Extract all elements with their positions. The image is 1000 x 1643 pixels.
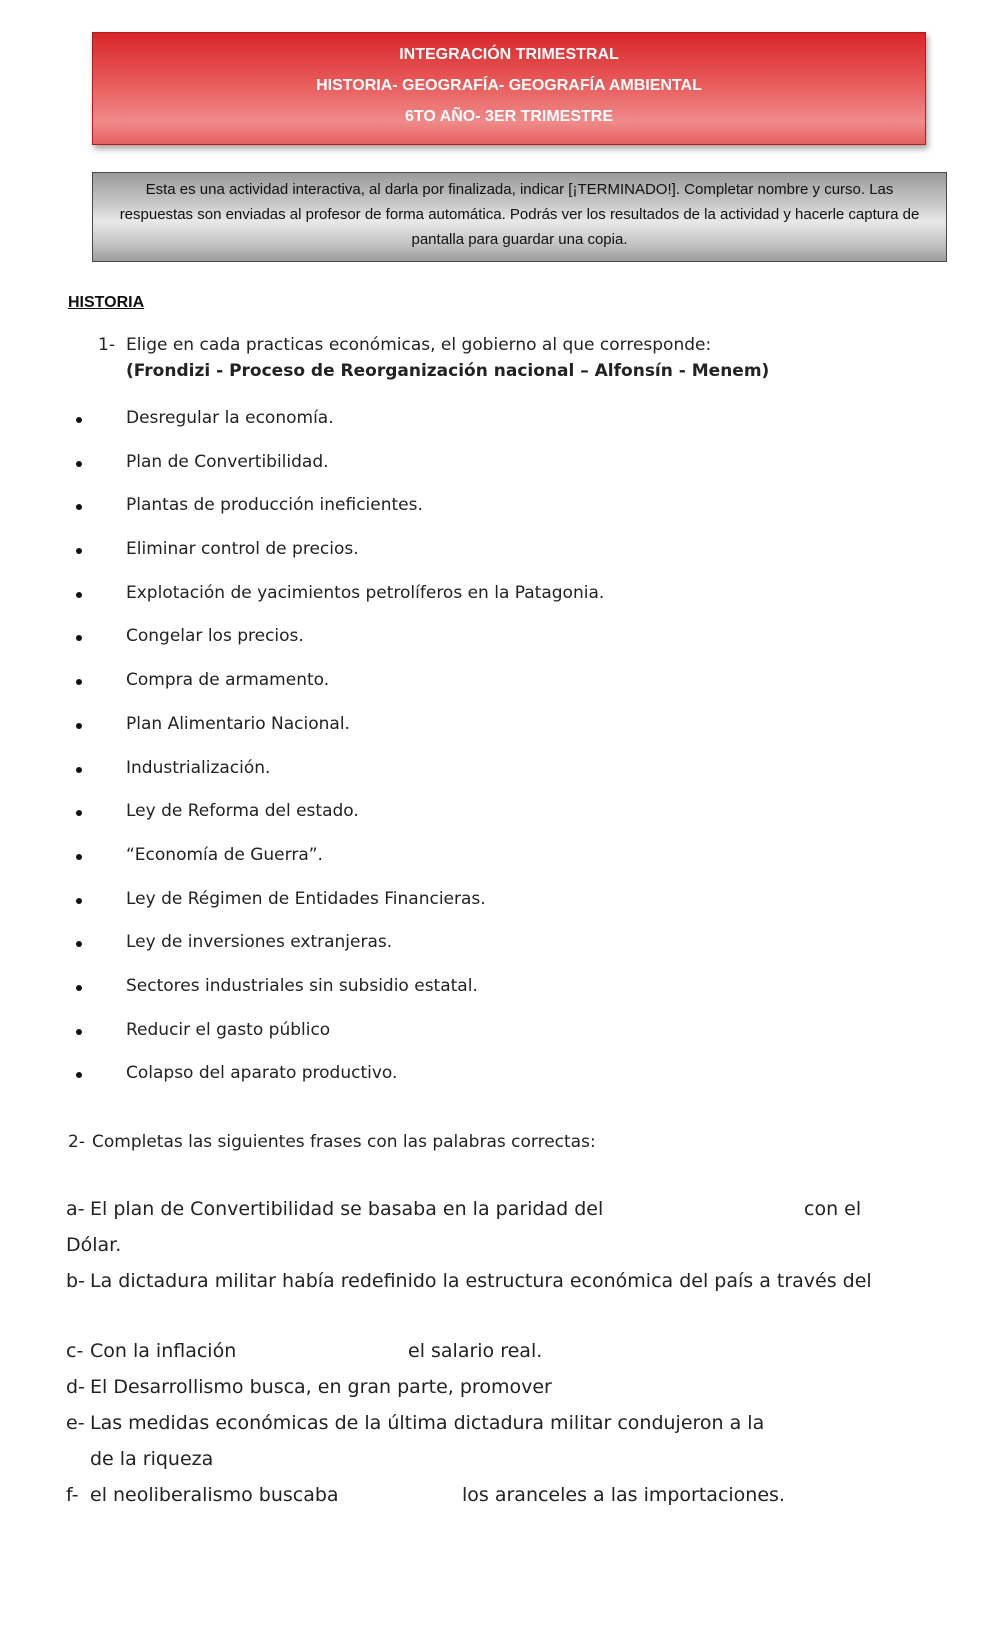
sentence-e-text-2: de la riqueza (90, 1448, 214, 1470)
sentence-a-text: El plan de Convertibilidad se basaba en la paridad del (90, 1198, 604, 1220)
list-item-text: Plan de Convertibilidad. (126, 451, 329, 472)
list-item-text: “Economía de Guerra”. (126, 844, 323, 865)
question-1-prompt: Elige en cada practicas económicas, el gobierno al que corresponde: (126, 335, 712, 355)
list-item-text: Industrialización. (126, 757, 271, 778)
header-title-line3: 6TO AÑO- 3ER TRIMESTRE (404, 108, 614, 125)
question-2-number: 2- (68, 1132, 85, 1152)
blank-d-input[interactable] (545, 1374, 809, 1402)
sentence-a-text-3: Dólar. (66, 1234, 122, 1256)
sentence-c-label: c- (66, 1340, 84, 1362)
list-item-text: Ley de inversiones extranjeras. (126, 932, 393, 953)
bullet-icon (76, 723, 82, 729)
question-2-prompt: Completas las siguientes frases con las palabras correctas: (92, 1132, 596, 1152)
bullet-icon (76, 767, 82, 773)
header-title-line1: INTEGRACIÓN TRIMESTRAL (399, 46, 619, 63)
list-item-text: Desregular la economía. (126, 408, 334, 428)
sentence-b-label: b- (66, 1270, 85, 1292)
header-banner (92, 32, 926, 145)
bullet-icon (76, 1029, 82, 1035)
sentence-f-text: el neoliberalismo buscaba (90, 1484, 339, 1506)
list-item-text: Ley de Reforma del estado. (126, 801, 359, 822)
sentence-e-cont (90, 1448, 213, 1470)
bullet-icon (76, 854, 82, 860)
sentence-d-text: El Desarrollismo busca, en gran parte, promover (90, 1376, 552, 1398)
sentence-d-label: d- (66, 1376, 85, 1398)
header-title-line2: HISTORIA- GEOGRAFÍA- GEOGRAFÍA AMBIENTAL (316, 77, 702, 94)
question-1-number: 1- (98, 335, 115, 355)
list-item-text: Sectores industriales sin subsidio estatal. (126, 975, 478, 996)
sentence-a-label: a- (66, 1198, 85, 1220)
blank-f-input[interactable] (345, 1482, 464, 1510)
question-1-options: (Frondizi - Proceso de Reorganización nacional – Alfonsín - Menem) (126, 361, 770, 381)
bullet-icon (76, 417, 82, 423)
section-title-historia: HISTORIA (68, 294, 145, 311)
bullet-icon (76, 635, 82, 641)
instructions-text: Esta es una actividad interactiva, al darla por finalizada, indicar [¡TERMINADO!]. Completar nombre y curso. Las respuestas son enviadas al profesor de forma automática. Podrás ver los resultados de la actividad y hacerle captura de pantalla para guardar una copia. (119, 181, 920, 248)
list-item-text: Colapso del aparato productivo. (126, 1063, 398, 1084)
list-item-text: Compra de armamento. (126, 670, 330, 691)
sentence-e-text: Las medidas económicas de la última dictadura militar condujeron a la (90, 1412, 765, 1434)
list-item-text: Explotación de yacimientos petrolíferos en la Patagonia. (126, 582, 605, 603)
sentence-e-label: e- (66, 1412, 85, 1434)
sentence-b-text: La dictadura militar había redefinido la estructura económica del país a través del (90, 1270, 872, 1292)
bullet-icon (76, 461, 82, 467)
bullet-icon (76, 810, 82, 816)
sentence-c-cont (408, 1340, 542, 1362)
sentence-a-cont-2 (66, 1234, 121, 1256)
sentence-a-cont (804, 1198, 861, 1220)
list-item-text: Congelar los precios. (126, 626, 304, 647)
list-item-text: Plan Alimentario Nacional. (126, 713, 350, 734)
list-item-text: Ley de Régimen de Entidades Financieras. (126, 888, 486, 909)
sentence-a-text-2: con el (804, 1198, 862, 1220)
bullet-icon (76, 1072, 82, 1078)
blank-b-input[interactable] (90, 1302, 554, 1330)
list-item-text: Reducir el gasto público (126, 1019, 331, 1040)
bullet-icon (76, 548, 82, 554)
list-item-text: Eliminar control de precios. (126, 539, 359, 560)
blank-a-input[interactable] (610, 1196, 799, 1224)
sentence-c-text-2: el salario real. (408, 1340, 543, 1362)
bullet-icon (76, 898, 82, 904)
sentence-f-text-2: los aranceles a las importaciones. (462, 1484, 785, 1506)
bullet-icon (76, 941, 82, 947)
blank-e-input[interactable] (760, 1410, 934, 1438)
bullet-icon (76, 985, 82, 991)
bullet-icon (76, 504, 82, 510)
bullet-icon (76, 592, 82, 598)
list-item-text: Plantas de producción ineficientes. (126, 495, 423, 516)
sentence-f-cont (462, 1484, 785, 1506)
bullet-icon (76, 679, 82, 685)
blank-c-input[interactable] (245, 1338, 409, 1366)
sentence-c-text: Con la inflación (90, 1340, 237, 1362)
sentence-f-label: f- (66, 1484, 79, 1506)
instructions-box (92, 172, 947, 262)
